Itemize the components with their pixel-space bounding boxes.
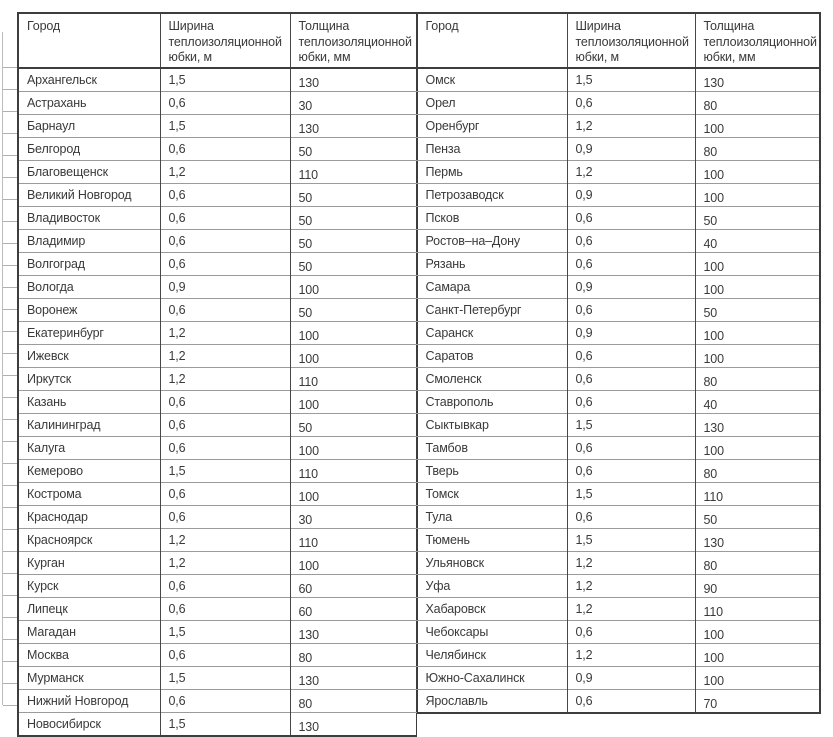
left-table-body (18, 68, 416, 736)
skirt-width-value-cell: 0,6 (567, 690, 695, 714)
skirt-thickness-value-cell: 100 (290, 483, 416, 506)
city-cell: Кострома (18, 483, 160, 506)
city-cell: Владимир (18, 230, 160, 253)
table-row (417, 161, 820, 184)
skirt-width-value-cell: 0,9 (567, 667, 695, 690)
skirt-thickness-value-cell: 100 (695, 253, 820, 276)
city-cell: Курск (18, 575, 160, 598)
table-row (417, 437, 820, 460)
table-row (18, 529, 416, 552)
skirt-width-value-cell: 0,9 (567, 138, 695, 161)
skirt-width-value-cell: 0,6 (567, 621, 695, 644)
table-row (18, 92, 416, 115)
left-table-header (18, 13, 416, 68)
skirt-width-value-cell: 1,2 (567, 161, 695, 184)
city-cell: Челябинск (417, 644, 567, 667)
skirt-width-value-cell: 1,5 (160, 713, 290, 737)
skirt-width-value-cell: 0,6 (567, 253, 695, 276)
skirt-width-value-cell: 1,2 (567, 644, 695, 667)
skirt-thickness-value-cell: 60 (290, 575, 416, 598)
skirt-thickness-value-cell: 50 (290, 138, 416, 161)
skirt-thickness-value-cell: 100 (290, 391, 416, 414)
skirt-thickness-value-cell: 100 (290, 437, 416, 460)
city-cell: Томск (417, 483, 567, 506)
table-row (18, 575, 416, 598)
table-row (417, 644, 820, 667)
skirt-width-value-cell: 0,6 (567, 345, 695, 368)
table-row (417, 276, 820, 299)
city-cell: Астрахань (18, 92, 160, 115)
city-cell: Архангельск (27, 72, 97, 87)
skirt-width-value-cell: 1,2 (160, 322, 290, 345)
table-row (417, 391, 820, 414)
table-row (417, 184, 820, 207)
skirt-width-value-cell: 1,5 (567, 483, 695, 506)
city-cell: Москва (18, 644, 160, 667)
skirt-width-value-cell: 0,6 (160, 644, 290, 667)
table-row (18, 460, 416, 483)
city-cell: Омск (425, 72, 455, 87)
skirt-thickness-value-cell: 70 (695, 690, 820, 714)
table-row (417, 667, 820, 690)
table-row (417, 253, 820, 276)
table-row (18, 644, 416, 667)
table-row (18, 598, 416, 621)
skirt-thickness-value-cell: 100 (290, 345, 416, 368)
cropped-row-lines-artifact (3, 67, 18, 707)
skirt-width-value-cell: 1,5 (160, 621, 290, 644)
table-row (417, 598, 820, 621)
city-cell: Калуга (18, 437, 160, 460)
table-row (18, 184, 416, 207)
table-row (417, 575, 820, 598)
skirt-thickness-value-cell: 50 (290, 184, 416, 207)
header-row (18, 13, 416, 68)
table-row (18, 68, 416, 92)
city-cell: Иркутск (18, 368, 160, 391)
skirt-thickness-value-cell: 80 (290, 644, 416, 667)
header-skirt-width: Ширина теплоизоляционной юбки, м (567, 13, 695, 68)
city-cell: Оренбург (417, 115, 567, 138)
table-row (417, 621, 820, 644)
skirt-thickness-value-cell: 100 (695, 276, 820, 299)
skirt-width-value-cell: 1,5 (160, 68, 290, 92)
skirt-width-value-cell: 1,2 (160, 161, 290, 184)
skirt-width-value-cell: 0,6 (567, 299, 695, 322)
skirt-width-value-cell: 1,2 (160, 345, 290, 368)
skirt-thickness-value-cell: 130 (695, 414, 820, 437)
skirt-thickness-value-cell: 50 (290, 299, 416, 322)
city-cell: Орел (417, 92, 567, 115)
city-cell: Великий Новгород (18, 184, 160, 207)
table-row (417, 115, 820, 138)
skirt-thickness-value-cell: 80 (695, 138, 820, 161)
city-cell: Ростов–на–Дону (417, 230, 567, 253)
skirt-width-value-cell: 0,9 (567, 322, 695, 345)
skirt-thickness-value-cell: 110 (290, 368, 416, 391)
skirt-thickness-value-cell: 130 (290, 713, 416, 737)
city-cell: Белгород (18, 138, 160, 161)
table-row (18, 690, 416, 713)
skirt-thickness-value-cell: 50 (290, 414, 416, 437)
city-cell: Волгоград (18, 253, 160, 276)
city-cell: Воронеж (18, 299, 160, 322)
skirt-width-value-cell: 1,2 (160, 368, 290, 391)
skirt-thickness-value-cell: 40 (695, 391, 820, 414)
city-cell: Вологда (18, 276, 160, 299)
header-skirt-width: Ширина теплоизоляционной юбки, м (160, 13, 290, 68)
city-cell: Рязань (417, 253, 567, 276)
skirt-width-value-cell: 1,2 (567, 115, 695, 138)
city-cell: Владивосток (18, 207, 160, 230)
table-row (18, 299, 416, 322)
city-cell: Петрозаводск (417, 184, 567, 207)
skirt-width-value-cell: 0,6 (567, 391, 695, 414)
city-cell: Сыктывкар (417, 414, 567, 437)
skirt-thickness-value-cell: 100 (290, 552, 416, 575)
table-row (18, 713, 416, 737)
table-row (417, 207, 820, 230)
city-cell: Ижевск (18, 345, 160, 368)
city-cell: Калининград (18, 414, 160, 437)
skirt-width-value-cell: 1,2 (160, 552, 290, 575)
city-cell: Краснодар (18, 506, 160, 529)
skirt-thickness-value-cell: 100 (695, 184, 820, 207)
city-cell: Тамбов (417, 437, 567, 460)
table-row (18, 506, 416, 529)
city-cell: Саранск (417, 322, 567, 345)
skirt-width-value-cell: 0,6 (160, 184, 290, 207)
table-row (18, 230, 416, 253)
table-row (417, 138, 820, 161)
skirt-thickness-value-cell: 100 (695, 621, 820, 644)
skirt-width-value-cell: 0,6 (160, 598, 290, 621)
header-skirt-thickness: Толщина теплоизоляционной юбки, мм (290, 13, 416, 68)
table-row (417, 460, 820, 483)
city-cell: Ярославль (417, 690, 567, 714)
skirt-width-value-cell: 0,6 (160, 92, 290, 115)
skirt-width-value-cell: 1,2 (567, 598, 695, 621)
skirt-width-value-cell: 1,5 (567, 529, 695, 552)
skirt-width-value-cell: 0,9 (160, 276, 290, 299)
header-row (417, 13, 820, 68)
skirt-thickness-value-cell: 130 (290, 68, 416, 92)
table-row (417, 690, 820, 714)
skirt-thickness-value-cell: 80 (695, 368, 820, 391)
table-row (18, 138, 416, 161)
skirt-width-value-cell: 0,6 (160, 437, 290, 460)
skirt-width-value-cell: 1,5 (160, 115, 290, 138)
skirt-thickness-value-cell: 80 (695, 460, 820, 483)
table-row (18, 552, 416, 575)
skirt-thickness-value-cell: 100 (695, 437, 820, 460)
table-row (18, 391, 416, 414)
city-cell: Липецк (18, 598, 160, 621)
table-row (18, 621, 416, 644)
right-table-body (417, 68, 820, 713)
city-cell: Новосибирск (18, 713, 160, 737)
skirt-thickness-value-cell: 50 (695, 506, 820, 529)
skirt-thickness-value-cell: 110 (290, 460, 416, 483)
skirt-thickness-value-cell: 30 (290, 92, 416, 115)
skirt-thickness-value-cell: 110 (695, 483, 820, 506)
insulation-skirt-table-right (417, 12, 822, 714)
table-row (417, 529, 820, 552)
city-cell: Кемерово (18, 460, 160, 483)
table-row (18, 276, 416, 299)
skirt-thickness-value-cell: 50 (290, 207, 416, 230)
table-row (18, 161, 416, 184)
table-row (18, 667, 416, 690)
skirt-thickness-value-cell: 100 (695, 322, 820, 345)
table-row (18, 115, 416, 138)
skirt-width-value-cell: 0,9 (567, 184, 695, 207)
table-row (18, 253, 416, 276)
skirt-width-value-cell: 1,5 (160, 667, 290, 690)
skirt-thickness-value-cell: 30 (290, 506, 416, 529)
city-cell: Южно-Сахалинск (417, 667, 567, 690)
skirt-thickness-value-cell: 50 (290, 253, 416, 276)
skirt-width-value-cell: 0,6 (567, 207, 695, 230)
table-row (417, 483, 820, 506)
skirt-thickness-value-cell: 40 (695, 230, 820, 253)
skirt-thickness-value-cell: 80 (695, 92, 820, 115)
skirt-width-value-cell: 0,6 (160, 230, 290, 253)
skirt-thickness-value-cell: 50 (695, 207, 820, 230)
city-cell: Ульяновск (417, 552, 567, 575)
table-row (18, 368, 416, 391)
skirt-width-value-cell: 0,6 (160, 414, 290, 437)
right-table-header (417, 13, 820, 68)
city-cell: Саратов (417, 345, 567, 368)
skirt-width-value-cell: 0,6 (160, 299, 290, 322)
table-row (18, 207, 416, 230)
skirt-thickness-value-cell: 110 (290, 529, 416, 552)
city-cell: Самара (417, 276, 567, 299)
table-row (417, 368, 820, 391)
skirt-thickness-value-cell: 130 (290, 621, 416, 644)
skirt-width-value-cell: 0,6 (160, 690, 290, 713)
city-cell: Смоленск (417, 368, 567, 391)
city-cell: Пермь (417, 161, 567, 184)
city-cell: Санкт-Петербург (417, 299, 567, 322)
city-cell: Нижний Новгород (18, 690, 160, 713)
skirt-width-value-cell: 1,5 (160, 460, 290, 483)
skirt-thickness-value-cell: 130 (695, 529, 820, 552)
city-cell: Ставрополь (417, 391, 567, 414)
table-row (18, 414, 416, 437)
skirt-thickness-value-cell: 100 (695, 667, 820, 690)
skirt-width-value-cell: 0,9 (567, 276, 695, 299)
city-cell: Курган (18, 552, 160, 575)
skirt-width-value-cell: 0,6 (160, 207, 290, 230)
table-row (18, 322, 416, 345)
table-row (417, 414, 820, 437)
city-cell: Магадан (18, 621, 160, 644)
insulation-skirt-tables (17, 12, 821, 737)
table-row (18, 345, 416, 368)
skirt-width-value-cell: 0,6 (160, 253, 290, 276)
skirt-thickness-value-cell: 100 (290, 276, 416, 299)
skirt-thickness-value-cell: 90 (695, 575, 820, 598)
skirt-thickness-value-cell: 50 (290, 230, 416, 253)
city-cell: Чебоксары (417, 621, 567, 644)
header-city: Город (18, 13, 160, 68)
skirt-thickness-value-cell: 100 (695, 644, 820, 667)
skirt-thickness-value-cell: 100 (695, 345, 820, 368)
table-row (417, 506, 820, 529)
skirt-width-value-cell: 0,6 (567, 460, 695, 483)
city-cell: Хабаровск (417, 598, 567, 621)
cropped-table-edge-artifact (2, 32, 18, 705)
skirt-thickness-value-cell: 130 (290, 667, 416, 690)
skirt-width-value-cell: 0,6 (567, 437, 695, 460)
table-row (417, 552, 820, 575)
city-cell: Екатеринбург (18, 322, 160, 345)
table-row (18, 483, 416, 506)
insulation-skirt-table-left (17, 12, 417, 737)
skirt-width-value-cell: 1,2 (567, 575, 695, 598)
skirt-width-value-cell: 0,6 (160, 506, 290, 529)
skirt-thickness-value-cell: 110 (290, 161, 416, 184)
table-row (417, 299, 820, 322)
skirt-width-value-cell: 0,6 (567, 92, 695, 115)
skirt-width-value-cell: 1,5 (567, 68, 695, 92)
skirt-thickness-value-cell: 100 (695, 161, 820, 184)
skirt-width-value-cell: 0,6 (567, 230, 695, 253)
skirt-thickness-value-cell: 80 (695, 552, 820, 575)
skirt-thickness-value-cell: 50 (695, 299, 820, 322)
table-row (417, 68, 820, 92)
skirt-width-value-cell: 0,6 (160, 391, 290, 414)
skirt-width-value-cell: 0,6 (567, 368, 695, 391)
table-row (417, 92, 820, 115)
skirt-width-value-cell: 0,6 (160, 575, 290, 598)
skirt-thickness-value-cell: 130 (695, 68, 820, 92)
header-city: Город (417, 13, 567, 68)
city-cell: Псков (417, 207, 567, 230)
city-cell: Тюмень (417, 529, 567, 552)
city-cell: Красноярск (18, 529, 160, 552)
table-row (417, 322, 820, 345)
city-cell: Пенза (417, 138, 567, 161)
header-skirt-thickness: Толщина теплоизоляционной юбки, мм (695, 13, 820, 68)
skirt-thickness-value-cell: 80 (290, 690, 416, 713)
city-cell: Барнаул (18, 115, 160, 138)
table-row (417, 230, 820, 253)
skirt-thickness-value-cell: 100 (695, 115, 820, 138)
skirt-width-value-cell: 0,6 (567, 506, 695, 529)
skirt-width-value-cell: 1,2 (567, 552, 695, 575)
table-row (417, 345, 820, 368)
skirt-thickness-value-cell: 110 (695, 598, 820, 621)
city-cell: Тверь (417, 460, 567, 483)
city-cell: Тула (417, 506, 567, 529)
city-cell: Казань (18, 391, 160, 414)
skirt-thickness-value-cell: 60 (290, 598, 416, 621)
skirt-thickness-value-cell: 100 (290, 322, 416, 345)
skirt-width-value-cell: 1,5 (567, 414, 695, 437)
city-cell: Уфа (417, 575, 567, 598)
skirt-width-value-cell: 0,6 (160, 138, 290, 161)
city-cell: Мурманск (18, 667, 160, 690)
city-cell: Благовещенск (18, 161, 160, 184)
table-row (18, 437, 416, 460)
skirt-width-value-cell: 1,2 (160, 529, 290, 552)
skirt-thickness-value-cell: 130 (290, 115, 416, 138)
skirt-width-value-cell: 0,6 (160, 483, 290, 506)
